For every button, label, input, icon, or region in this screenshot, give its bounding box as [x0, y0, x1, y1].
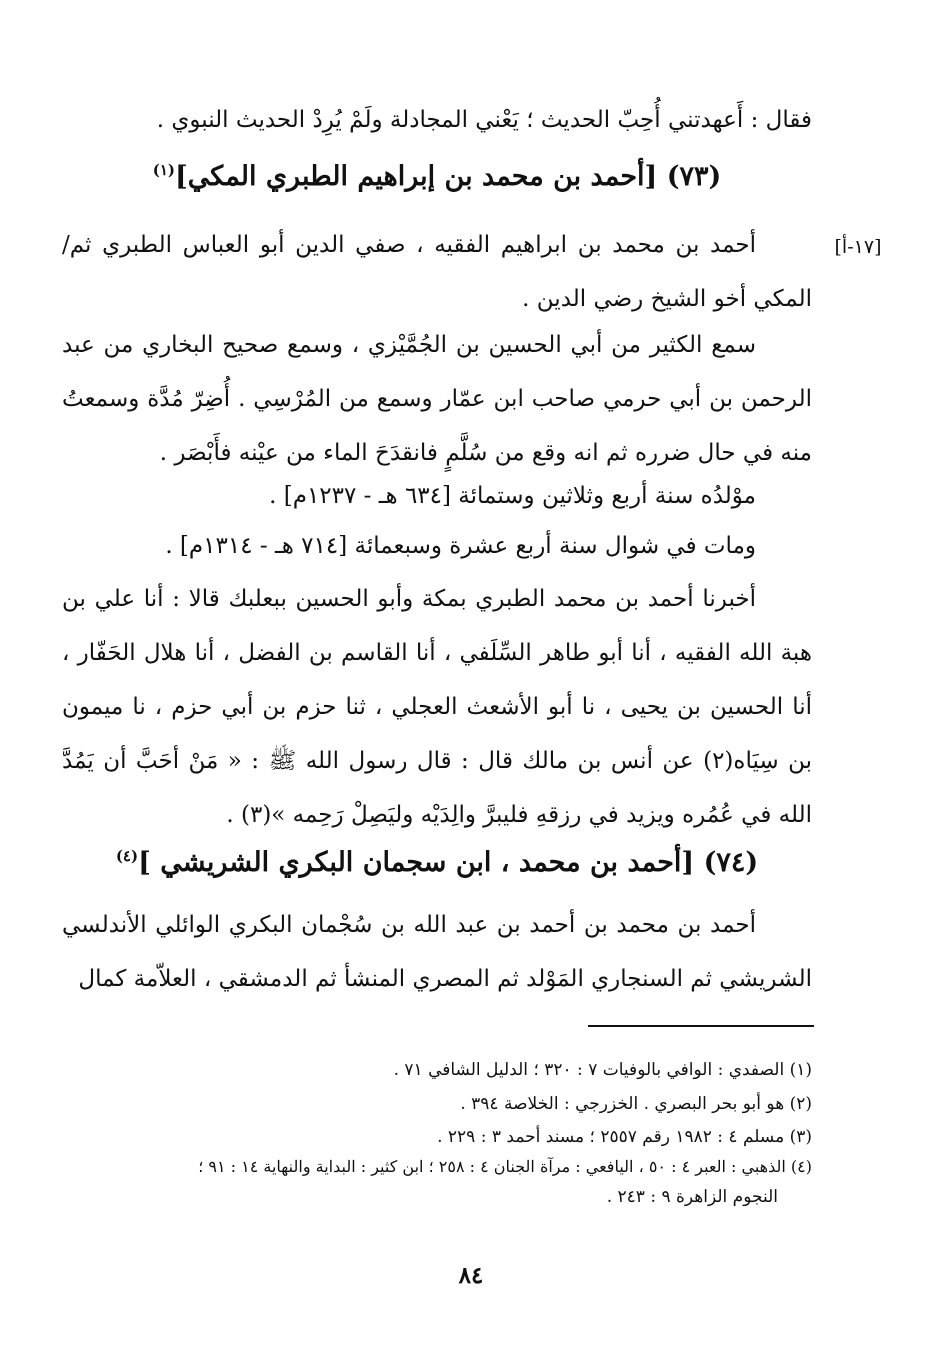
- entry-73-birth: موْلدُه سنة أربع وثلاثين وستمائة [٦٣٤ هـ - ١٢٣٧م] .: [269, 483, 756, 509]
- footnote-1: (١) الصفدي : الوافي بالوفيات ٧ : ٣٢٠ ؛ الدليل الشافي ٧١ .: [393, 1060, 812, 1080]
- entry-73-heading-note: (١): [152, 161, 175, 179]
- entry-73-death: ومات في شوال سنة أربع عشرة وسبعمائة [٧١٤ هـ - ١٣١٤م] .: [165, 533, 756, 559]
- entry-73-paragraph-isnad: أخبرنا أحمد بن محمد الطبري بمكة وأبو الحسين ببعلبك قالا : أنا علي بن هبة الله الفقيه ، أنا أبو طاهر السِّلَفي ، أنا القاسم بن الفضل ، أنا هلال الحَفّار ، أنا الحسين بن يحيى ، نا أبو الأشعث العجلي ، ثنا حزم بن أبي حزم ، نا ميمون بن سِيَاه(٢) عن أنس بن مالك قال : قال رسول الله ﷺ : « مَنْ أحَبَّ أن يَمُدَّ الله في عُمُره ويزيد في رزقهِ فليبرَّ والِدَيْه وليَصِلْ رَحِمه »(٣) .: [62, 586, 813, 828]
- footnote-separator: [588, 1025, 814, 1027]
- footnote-2: (٢) هو أبو بحر البصري . الخزرجي : الخلاصة ٣٩٤ .: [460, 1094, 812, 1114]
- entry-74-heading-note: (٤): [115, 847, 139, 865]
- page-number: ٨٤: [458, 1262, 484, 1289]
- entry-73-heading: [62, 155, 812, 199]
- entry-73-paragraph-2: سمع الكثير من أبي الحسين بن الجُمَّيْزي ، وسمع صحيح البخاري من عبد الرحمن بن أبي حرمي صاحب ابن عمّار وسمع من المُرْسِي . أُضِرّ مُدَّة وسمعتُ منه في حال ضرره ثم انه وقع من سُلَّمٍ فانقدَحَ الماء من عيْنه فأَبْصَر .: [62, 332, 812, 466]
- top-line: فقال : أَعهدتني أُحِبّ الحديث ؛ يَعْني المجادلة ولَمْ يُرِدْ الحديث النبوي .: [156, 107, 812, 133]
- entry-73-paragraph-1: أحمد بن محمد بن ابراهيم الفقيه ، صفي الدين أبو العباس الطبري ثم/ المكي أخو الشيخ رضي الدين .: [62, 232, 812, 312]
- entry-74-heading-text: (٧٤) [أحمد بن محمد ، ابن سجمان البكري الشريشي ]: [138, 847, 759, 878]
- footnote-4-continued: النجوم الزاهرة ٩ : ٢٤٣ .: [606, 1187, 778, 1207]
- footnote-4: (٤) الذهبي : العبر ٤ : ٥٠ ، اليافعي : مرآة الجنان ٤ : ٢٥٨ ؛ ابن كثير : البداية والنهاية ١٤ : ٩١ ؛: [198, 1157, 812, 1176]
- entry-74-paragraph-1: أحمد بن محمد بن أحمد بن عبد الله بن سُجْمان البكري الوائلي الأندلسي الشريشي ثم السنجاري المَوْلد ثم المصري المنشأ ثم الدمشقي ، العلاّمة كمال: [62, 912, 812, 992]
- entry-74-heading: [62, 841, 812, 885]
- manuscript-folio-ref: [١٧-أ]: [834, 236, 882, 258]
- entry-73-heading-text: (٧٣) [أحمد بن محمد بن إبراهيم الطبري المكي]: [175, 161, 722, 192]
- footnote-3: (٣) مسلم ٤ : ١٩٨٢ رقم ٢٥٥٧ ؛ مسند أحمد ٣ : ٢٢٩ .: [437, 1127, 812, 1147]
